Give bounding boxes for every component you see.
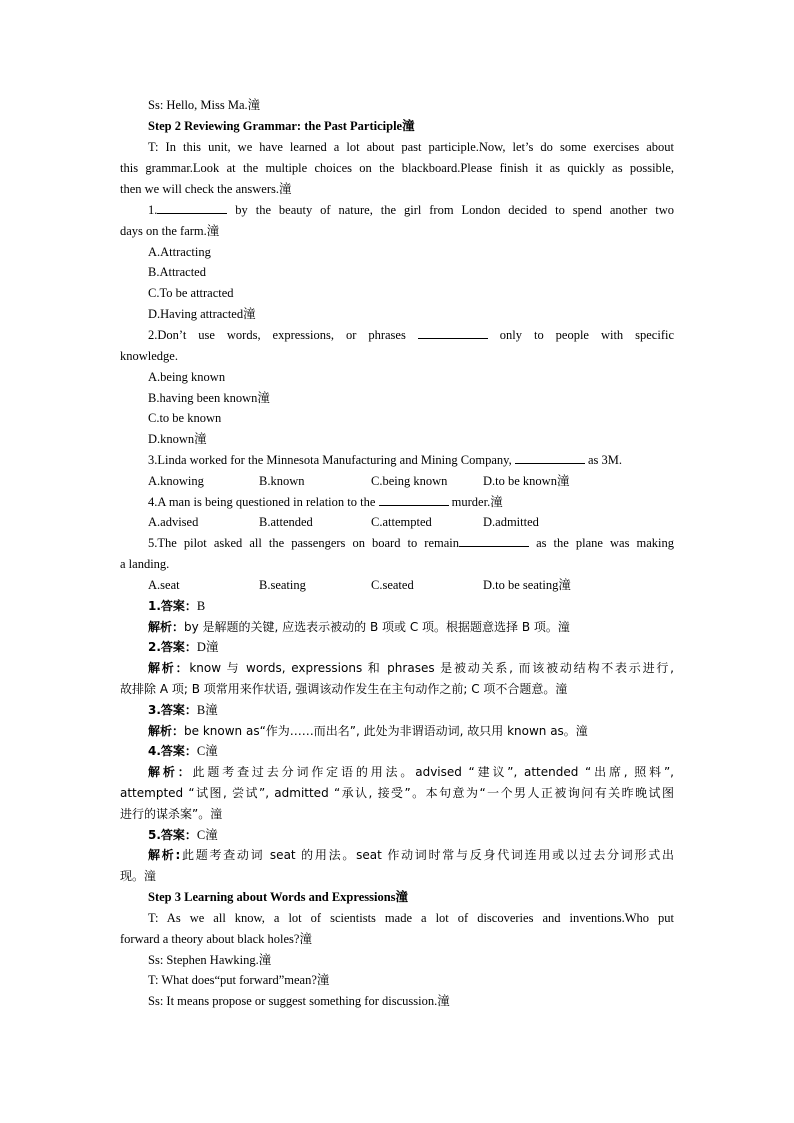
explanation-4-text: 此题考查过去分词作定语的用法。advised “建议”, attended “出席, 照料”, [192,765,674,779]
explanation-5-line-2: 现。潼 [120,869,157,883]
student-answer-1: Ss: Stephen Hawking.潼 [148,953,272,967]
question-5-option-d: D.to be seating潼 [483,578,571,592]
explanation-3 [148,721,588,742]
explanation-2-text: know 与 words, expressions 和 phrases 是被动关系, 而该被动结构不表示进行, [189,661,674,675]
explanation-1 [148,617,570,638]
question-5-option-a: A.seat [148,578,180,592]
question-1-stem-cont: days on the farm.潼 [120,224,220,238]
answer-4-label: 4.答案： [148,744,197,758]
question-2-text-b: only to people with specific [499,328,674,342]
question-1-number: 1. [148,203,158,217]
question-1-option-c: C.To be attracted [148,286,234,300]
answer-3 [148,700,218,721]
step2-heading: Step 2 Reviewing Grammar: the Past Participle潼 [148,119,415,133]
answer-4-value: C潼 [196,744,218,758]
answer-blank [379,493,449,506]
answer-1 [148,596,205,617]
question-4-options [148,512,678,533]
answer-blank [418,326,488,339]
teacher-question-line-1: T: As we all know, a lot of scientists made a lot of discoveries and inventions.Who put [148,911,674,925]
answer-blank [157,201,227,214]
teacher-question-line-2: forward a theory about black holes?潼 [120,932,312,946]
question-3-options [148,471,678,492]
explanation-4-line-1 [148,762,674,783]
question-1-option-d: D.Having attracted潼 [148,307,256,321]
question-2-option-b: B.having been known潼 [148,391,270,405]
answer-blank [459,534,529,547]
question-3-text-b: as 3M. [584,453,622,467]
explanation-2-line-1 [148,658,674,679]
question-1-stem [148,200,674,221]
answer-5-label: 5.答案： [148,828,197,842]
question-3-option-d: D.to be known潼 [483,474,570,488]
question-4-option-a: A.advised [148,515,199,529]
question-3-option-b: B.known [259,474,305,488]
question-2-option-a: A.being known [148,370,226,384]
question-5-stem [148,533,674,554]
explanation-5-line-1 [148,845,674,866]
question-2-stem [148,325,674,346]
answer-5-value: C潼 [196,828,218,842]
explanation-4-line-2: attempted “试图, 尝试”, admitted “承认, 接受”。本句意为“一个男人正被询问有关昨晚试图 [120,786,674,800]
question-3-text-a: 3.Linda worked for the Minnesota Manufacturing and Mining Company, [148,453,512,467]
teacher-intro-line-3: then we will check the answers.潼 [120,182,292,196]
answer-2-label: 2.答案： [148,640,197,654]
question-4-option-b: B.attended [259,515,313,529]
question-4-text-a: 4.A man is being questioned in relation to the [148,495,376,509]
answer-3-label: 3.答案： [148,703,197,717]
explanation-3-label: 解析： [148,724,185,738]
answer-1-label: 1.答案： [148,599,197,613]
question-4-option-c: C.attempted [371,515,432,529]
question-3-option-c: C.being known [371,474,448,488]
question-1-option-b: B.Attracted [148,265,206,279]
answer-5 [148,825,218,846]
answer-2 [148,637,218,658]
question-4-option-d: D.admitted [483,515,539,529]
question-2-text-a: 2.Don’t use words, expressions, or phrases [148,328,406,342]
explanation-4-label: 解析： [148,765,193,779]
question-4-stem [148,492,503,513]
question-1-option-a: A.Attracting [148,245,211,259]
explanation-2-label: 解析： [148,661,190,675]
answer-blank [515,451,585,464]
explanation-1-text: by 是解题的关键, 应选表示被动的 B 项或 C 项。根据题意选择 B 项。潼 [184,620,570,634]
question-3-option-a: A.knowing [148,474,204,488]
explanation-1-label: 解析： [148,620,185,634]
explanation-4-line-3: 进行的谋杀案”。潼 [120,807,223,821]
question-5-option-c: C.seated [371,578,414,592]
answer-2-value: D潼 [196,640,219,654]
student-answer-2: Ss: It means propose or suggest something for discussion.潼 [148,994,450,1008]
explanation-3-text: be known as“作为……而出名”, 此处为非谓语动词, 故只用 known as。潼 [184,724,588,738]
question-5-option-b: B.seating [259,578,306,592]
explanation-2-line-2: 故排除 A 项; B 项常用来作状语, 强调该动作发生在主句动作之前; C 项不合题意。潼 [120,682,568,696]
question-3-stem [148,450,622,471]
student-greeting: Ss: Hello, Miss Ma.潼 [148,98,261,112]
teacher-question-2: T: What does“put forward”mean?潼 [148,973,330,987]
answer-3-value: B潼 [196,703,218,717]
question-5-text-a: 5.The pilot asked all the passengers on board to remain [148,536,460,550]
question-2-stem-cont: knowledge. [120,349,178,363]
question-4-text-b: murder.潼 [448,495,503,509]
explanation-5-text: 此题考查动词 seat 的用法。seat 作动词时常与反身代词连用或以过去分词形式出 [180,848,674,862]
answer-1-value: B [196,599,206,613]
explanation-5-label: 解析: [148,848,181,862]
step3-heading: Step 3 Learning about Words and Expressions潼 [148,890,409,904]
question-1-text: by the beauty of nature, the girl from London decided to spend another two [227,203,674,217]
teacher-intro-line-1: T: In this unit, we have learned a lot about past participle.Now, let’s do some exercises about [148,140,674,154]
question-5-stem-cont: a landing. [120,557,170,571]
question-5-options [148,575,678,596]
teacher-intro-line-2: this grammar.Look at the multiple choices on the blackboard.Please finish it as quickly as possible, [120,161,674,175]
question-5-text-b: as the plane was making [529,536,674,550]
question-2-option-c: C.to be known [148,411,222,425]
answer-4 [148,741,218,762]
question-2-option-d: D.known潼 [148,432,207,446]
